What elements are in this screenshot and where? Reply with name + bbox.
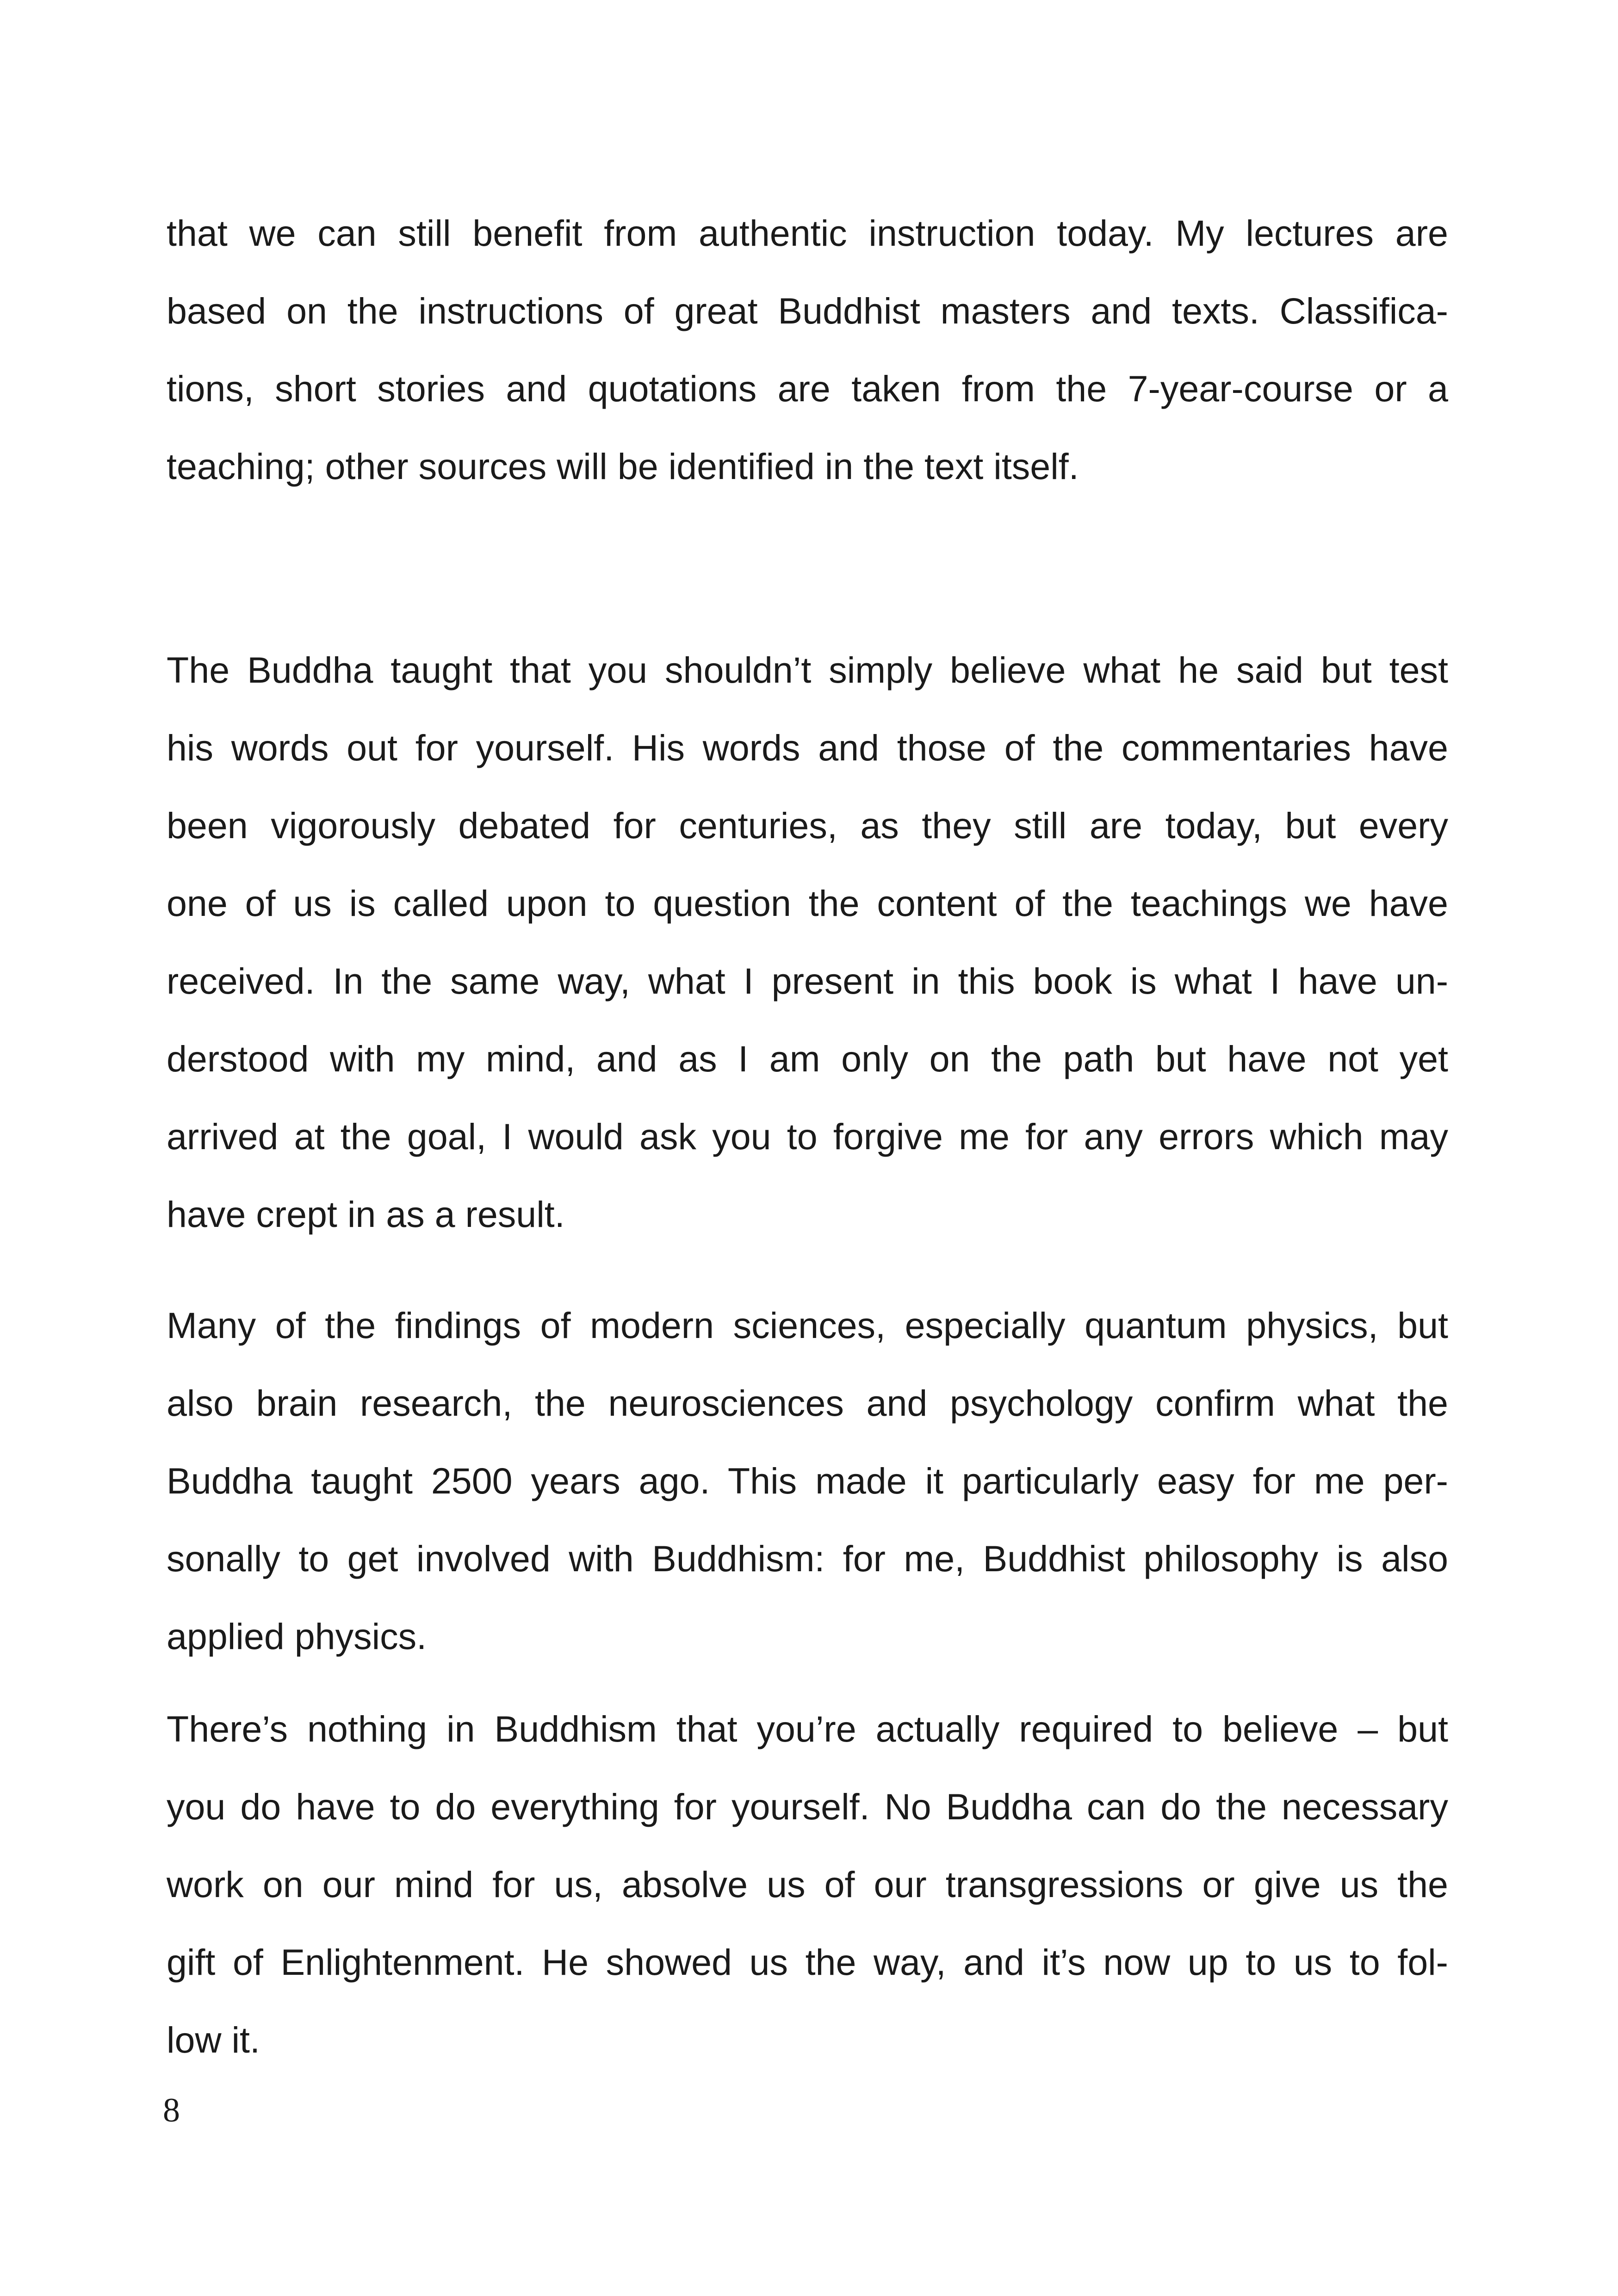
text-line: The Buddha taught that you shouldn’t simply believe what he said but test (167, 649, 1448, 691)
text-line: been vigorously debated for centuries, as they still are today, but every (167, 805, 1448, 846)
paragraph-3 (167, 1287, 1448, 1675)
text-line: based on the instructions of great Buddhist masters and texts. Classifica- (167, 290, 1448, 331)
text-line: his words out for yourself. His words and those of the commentaries have (167, 727, 1448, 768)
text-line: have crept in as a result. (167, 1194, 565, 1235)
paragraph-4 (167, 1690, 1448, 2079)
page-number: 8 (163, 2091, 180, 2129)
text-line: one of us is called upon to question the content of the teachings we have (167, 883, 1448, 924)
text-line: derstood with my mind, and as I am only on the path but have not yet (167, 1038, 1448, 1079)
paragraph-1 (167, 194, 1448, 505)
text-line: that we can still benefit from authentic instruction today. My lectures are (167, 212, 1448, 254)
paragraph-2 (167, 631, 1448, 1253)
text-line: arrived at the goal, I would ask you to forgive me for any errors which may (167, 1116, 1448, 1157)
text-line: work on our mind for us, absolve us of our transgressions or give us the (167, 1864, 1448, 1905)
text-line: tions, short stories and quotations are taken from the 7-year-course or a (167, 368, 1448, 409)
text-line: you do have to do everything for yourself. No Buddha can do the necessary (167, 1786, 1448, 1827)
text-line: sonally to get involved with Buddhism: for me, Buddhist philosophy is also (167, 1538, 1448, 1579)
text-line: low it. (167, 2019, 260, 2060)
text-line: There’s nothing in Buddhism that you’re actually required to believe – but (167, 1708, 1448, 1749)
text-line: also brain research, the neurosciences and psychology confirm what the (167, 1382, 1448, 1424)
text-line: applied physics. (167, 1616, 427, 1657)
text-line: Many of the findings of modern sciences, especially quantum physics, but (167, 1305, 1448, 1346)
text-line: gift of Enlightenment. He showed us the way, and it’s now up to us to fol- (167, 1941, 1448, 1983)
text-line: teaching; other sources will be identified in the text itself. (167, 446, 1079, 487)
text-line: Buddha taught 2500 years ago. This made it particularly easy for me per- (167, 1460, 1448, 1501)
text-line: received. In the same way, what I present in this book is what I have un- (167, 960, 1448, 1002)
